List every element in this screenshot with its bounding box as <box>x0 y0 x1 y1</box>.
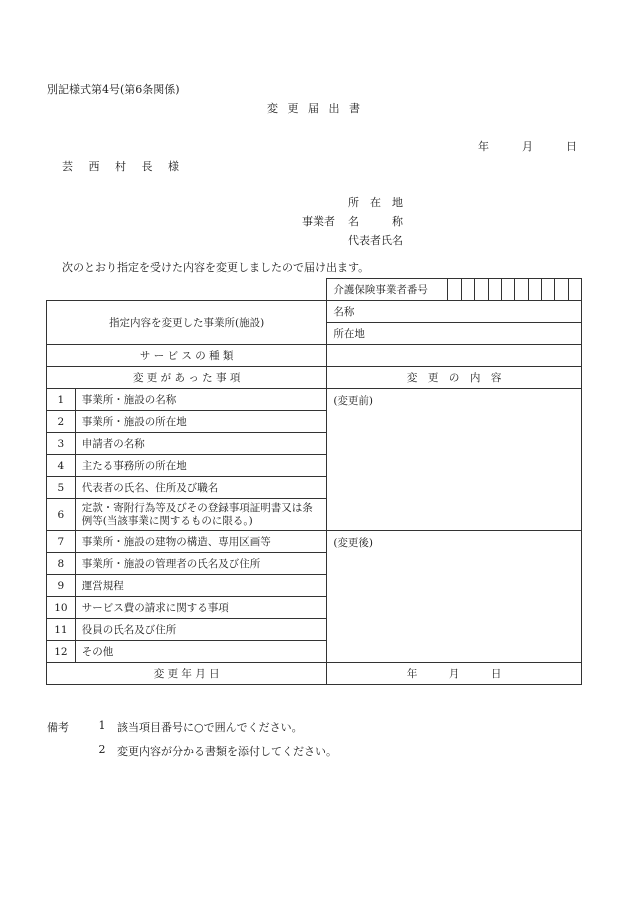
facility-name-field[interactable]: 名称 <box>327 301 582 323</box>
note-number: 1 <box>98 719 106 732</box>
document-title: 変 更 届 出 書 <box>267 102 363 115</box>
applicant-block <box>302 193 418 250</box>
item-label: 事業所・施設の所在地 <box>75 411 327 433</box>
item-number: 7 <box>47 531 76 553</box>
item-number: 6 <box>47 499 76 531</box>
facility-location-field[interactable]: 所在地 <box>327 323 582 345</box>
changed-items-header: 変 更 が あ っ た 事 項 <box>47 367 327 389</box>
insurance-number-box[interactable] <box>448 279 461 301</box>
item-label: 申請者の名称 <box>75 433 327 455</box>
item-label: 事業所・施設の建物の構造、専用区画等 <box>75 531 327 553</box>
item-number: 12 <box>47 641 76 663</box>
notes-heading: 備考 <box>47 721 69 734</box>
insurance-number-box[interactable] <box>488 279 501 301</box>
item-number: 3 <box>47 433 76 455</box>
insurance-number-box[interactable] <box>528 279 541 301</box>
item-label: 代表者の氏名、住所及び職名 <box>75 477 327 499</box>
item-label: 役員の氏名及び住所 <box>75 619 327 641</box>
submission-date <box>478 138 577 154</box>
intro-text: 次のとおり指定を受けた内容を変更しましたので届け出ます。 <box>62 261 370 274</box>
note-text: 変更内容が分かる書類を添付してください。 <box>117 745 337 758</box>
insurance-number-label: 介護保険事業者番号 <box>327 279 448 301</box>
item-number: 11 <box>47 619 76 641</box>
item-number: 9 <box>47 575 76 597</box>
item-label: 定款・寄附行為等及びその登録事項証明書又は条例等(当該事業に関するものに限る。) <box>75 499 327 531</box>
date-year: 年 <box>478 140 489 153</box>
change-content-header: 変 更 の 内 容 <box>327 367 582 389</box>
notes-section <box>47 719 337 767</box>
company-name-label: 名 称 <box>348 215 403 228</box>
insurance-number-box[interactable] <box>568 279 581 301</box>
after-label: (変更後) <box>333 537 374 549</box>
item-label: 事業所・施設の名称 <box>75 389 327 411</box>
insurance-number-box[interactable] <box>541 279 554 301</box>
change-before-field[interactable] <box>327 389 582 531</box>
item-number: 4 <box>47 455 76 477</box>
date-month: 月 <box>522 140 533 153</box>
address-label: 所 在 地 <box>348 196 403 209</box>
item-number: 5 <box>47 477 76 499</box>
item-number: 10 <box>47 597 76 619</box>
item-number: 8 <box>47 553 76 575</box>
service-type-label: サ ー ビ ス の 種 類 <box>47 345 327 367</box>
item-number: 2 <box>47 411 76 433</box>
insurance-number-box[interactable] <box>555 279 568 301</box>
change-date-label: 変 更 年 月 日 <box>47 663 327 685</box>
form-number: 別記様式第4号(第6条関係) <box>47 83 180 96</box>
item-label: 運営規程 <box>75 575 327 597</box>
change-date-field[interactable]: 年 月 日 <box>327 663 582 685</box>
item-number: 1 <box>47 389 76 411</box>
item-label: サービス費の請求に関する事項 <box>75 597 327 619</box>
note-text: 該当項目番号に○で囲んでください。 <box>117 721 303 734</box>
item-label: 事業所・施設の管理者の氏名及び住所 <box>75 553 327 575</box>
recipient: 芸 西 村 長 様 <box>62 160 185 173</box>
applicant-prefix: 事業者 <box>302 215 335 228</box>
representative-label: 代表者氏名 <box>348 234 403 247</box>
insurance-number-box[interactable] <box>461 279 474 301</box>
change-after-field[interactable] <box>327 531 582 663</box>
item-label: 主たる事務所の所在地 <box>75 455 327 477</box>
change-form-table <box>46 278 582 685</box>
note-number: 2 <box>98 743 106 756</box>
item-label: その他 <box>75 641 327 663</box>
facility-label: 指定内容を変更した事業所(施設) <box>47 301 327 345</box>
insurance-number-box[interactable] <box>515 279 528 301</box>
service-type-field[interactable] <box>327 345 582 367</box>
insurance-number-box[interactable] <box>475 279 488 301</box>
before-label: (変更前) <box>333 395 374 407</box>
insurance-number-box[interactable] <box>501 279 514 301</box>
date-day: 日 <box>566 140 577 153</box>
